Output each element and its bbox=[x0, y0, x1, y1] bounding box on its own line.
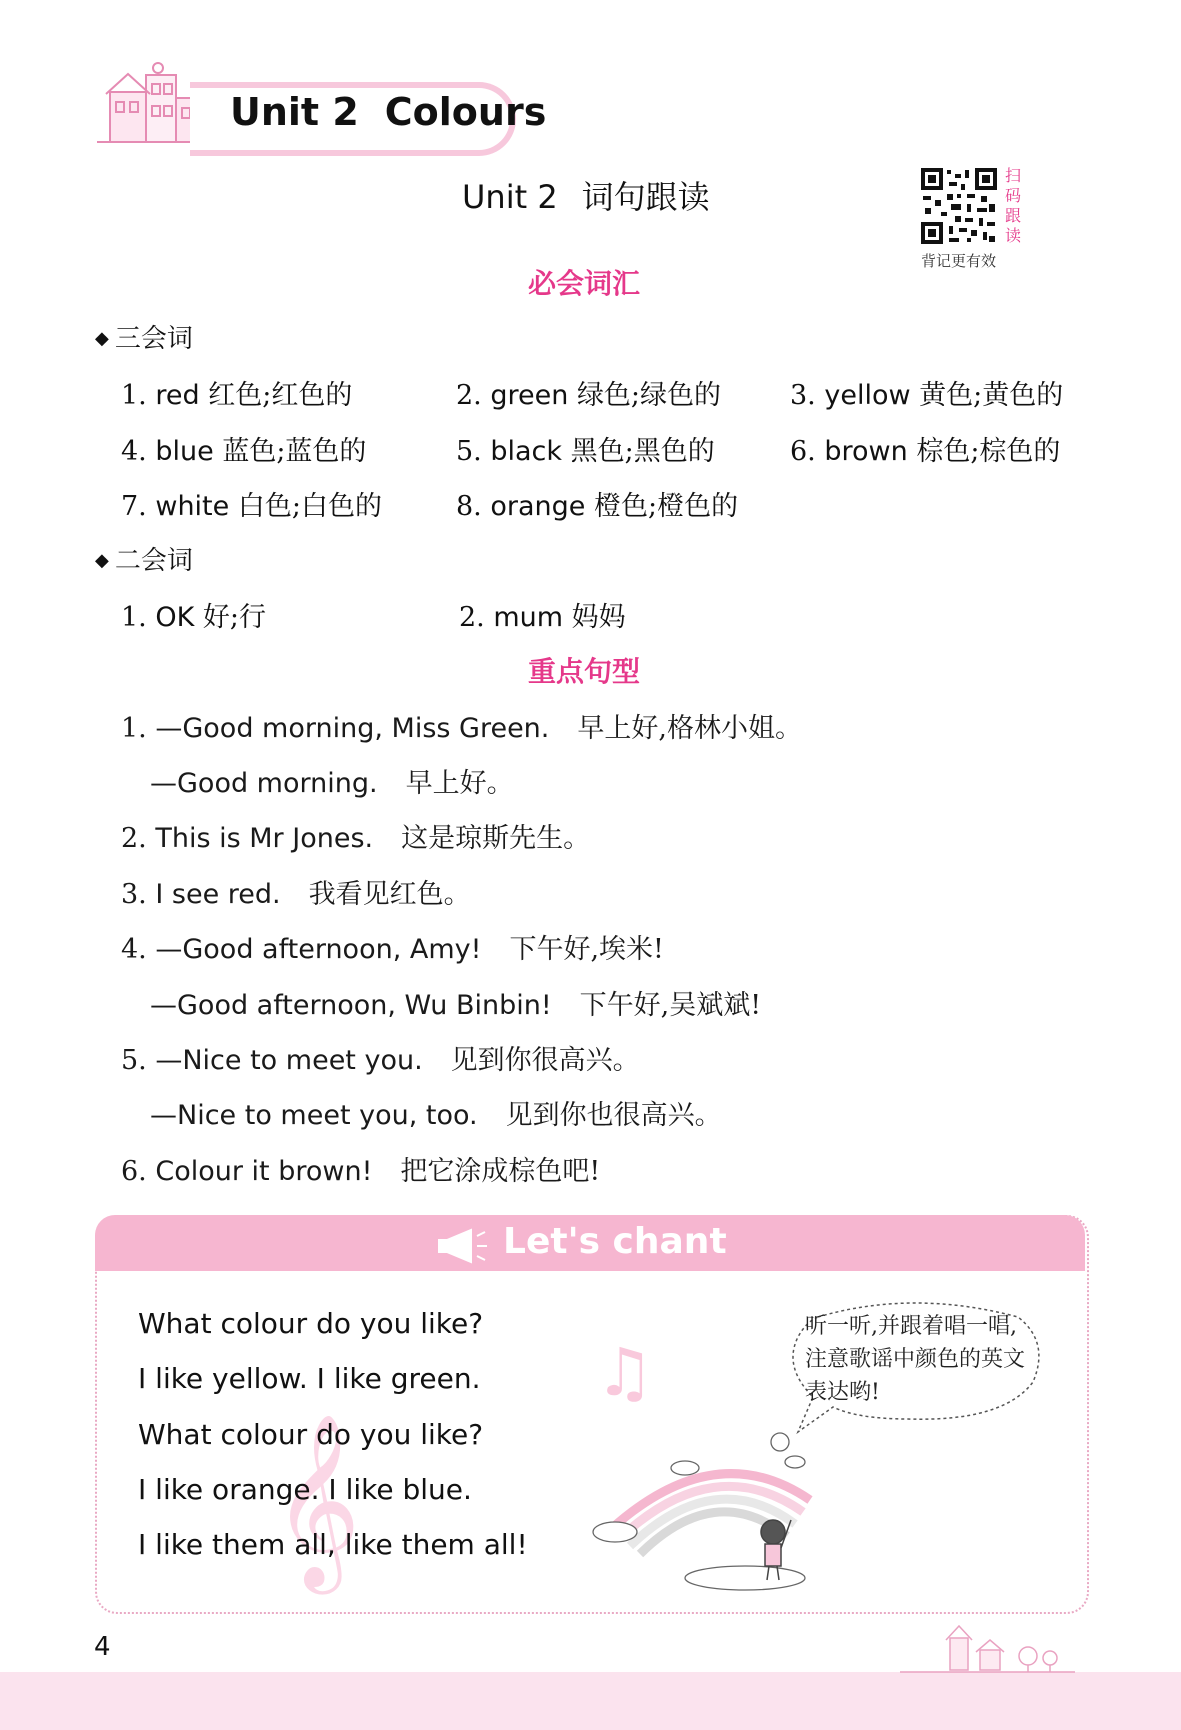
page-number: 4 bbox=[94, 1632, 111, 1662]
qr-caption: 背记更有效 bbox=[921, 252, 997, 270]
qr-side-char: 码 bbox=[1004, 186, 1021, 205]
sentence-section-title: 重点句型 bbox=[528, 655, 641, 688]
bubble-text: 听一听,并跟着唱一唱,注意歌谣中颜色的英文表达哟! bbox=[805, 1314, 1026, 1405]
vocab-item: 4. blue 蓝色;蓝色的 bbox=[121, 436, 367, 467]
bottom-band bbox=[0, 1672, 1181, 1730]
sentence-line: 2. This is Mr Jones. 这是琼斯先生。 bbox=[121, 823, 591, 854]
vocab-group2-heading: ◆ 二会词 bbox=[95, 546, 193, 576]
chant-line: What colour do you like? bbox=[138, 1418, 484, 1451]
vocab-item: 1. OK 好;行 bbox=[121, 602, 267, 633]
unit-topic: Colours bbox=[384, 90, 547, 134]
chant-title: Let's chant bbox=[503, 1221, 727, 1262]
sentence-line: —Good afternoon, Wu Binbin! 下午好,吴斌斌! bbox=[150, 990, 762, 1021]
sentence-line: 1. —Good morning, Miss Green. 早上好,格林小姐。 bbox=[121, 713, 802, 744]
sentence-line: —Nice to meet you, too. 见到你也很高兴。 bbox=[150, 1100, 722, 1131]
vocab-item: 5. black 黑色;黑色的 bbox=[456, 436, 715, 467]
chant-line: I like them all, like them all! bbox=[138, 1528, 528, 1561]
sentence-line: 5. —Nice to meet you. 见到你很高兴。 bbox=[121, 1045, 640, 1076]
chant-line: I like orange. I like blue. bbox=[138, 1473, 472, 1506]
vocab-section-title: 必会词汇 bbox=[528, 267, 641, 300]
music-note-icon: ♫ bbox=[595, 1334, 655, 1411]
page-title bbox=[462, 172, 710, 218]
vocab-item: 6. brown 棕色;棕色的 bbox=[790, 436, 1061, 467]
vocab-item: 1. red 红色;红色的 bbox=[121, 380, 353, 411]
sentence-line: —Good morning. 早上好。 bbox=[150, 768, 514, 799]
qr-side-char: 读 bbox=[1004, 226, 1021, 245]
sentence-line: 4. —Good afternoon, Amy! 下午好,埃米! bbox=[121, 934, 664, 965]
unit-title bbox=[230, 90, 546, 134]
vocab-group1-heading: ◆ 三会词 bbox=[95, 324, 193, 354]
page-title-label: 词句跟读 bbox=[581, 178, 710, 216]
diamond-bullet-icon: ◆ bbox=[95, 550, 109, 571]
page-title-unit: Unit 2 bbox=[462, 178, 558, 216]
chant-line: I like yellow. I like green. bbox=[138, 1362, 481, 1395]
town-illustration bbox=[900, 1620, 1080, 1680]
qr-side-char: 扫 bbox=[1004, 166, 1021, 185]
diamond-bullet-icon: ◆ bbox=[95, 328, 109, 349]
megaphone-icon bbox=[437, 1226, 497, 1266]
vocab-item: 7. white 白色;白色的 bbox=[121, 491, 382, 522]
sentence-line: 3. I see red. 我看见红色。 bbox=[121, 879, 471, 910]
vocab-item: 2. mum 妈妈 bbox=[459, 602, 626, 633]
qr-side-text bbox=[1002, 166, 1024, 246]
vocab-item: 3. yellow 黄色;黄色的 bbox=[790, 380, 1064, 411]
unit-number: Unit 2 bbox=[230, 90, 359, 134]
rainbow-illustration bbox=[585, 1420, 855, 1600]
qr-side-char: 跟 bbox=[1004, 206, 1021, 225]
vocab-item: 2. green 绿色;绿色的 bbox=[456, 380, 722, 411]
chant-line: What colour do you like? bbox=[138, 1307, 484, 1340]
qr-code-icon[interactable] bbox=[921, 168, 997, 244]
sentence-line: 6. Colour it brown! 把它涂成棕色吧! bbox=[121, 1156, 601, 1187]
treble-clef-icon: 𝄞 bbox=[272, 1413, 361, 1587]
vocab-item: 8. orange 橙色;橙色的 bbox=[456, 491, 739, 522]
